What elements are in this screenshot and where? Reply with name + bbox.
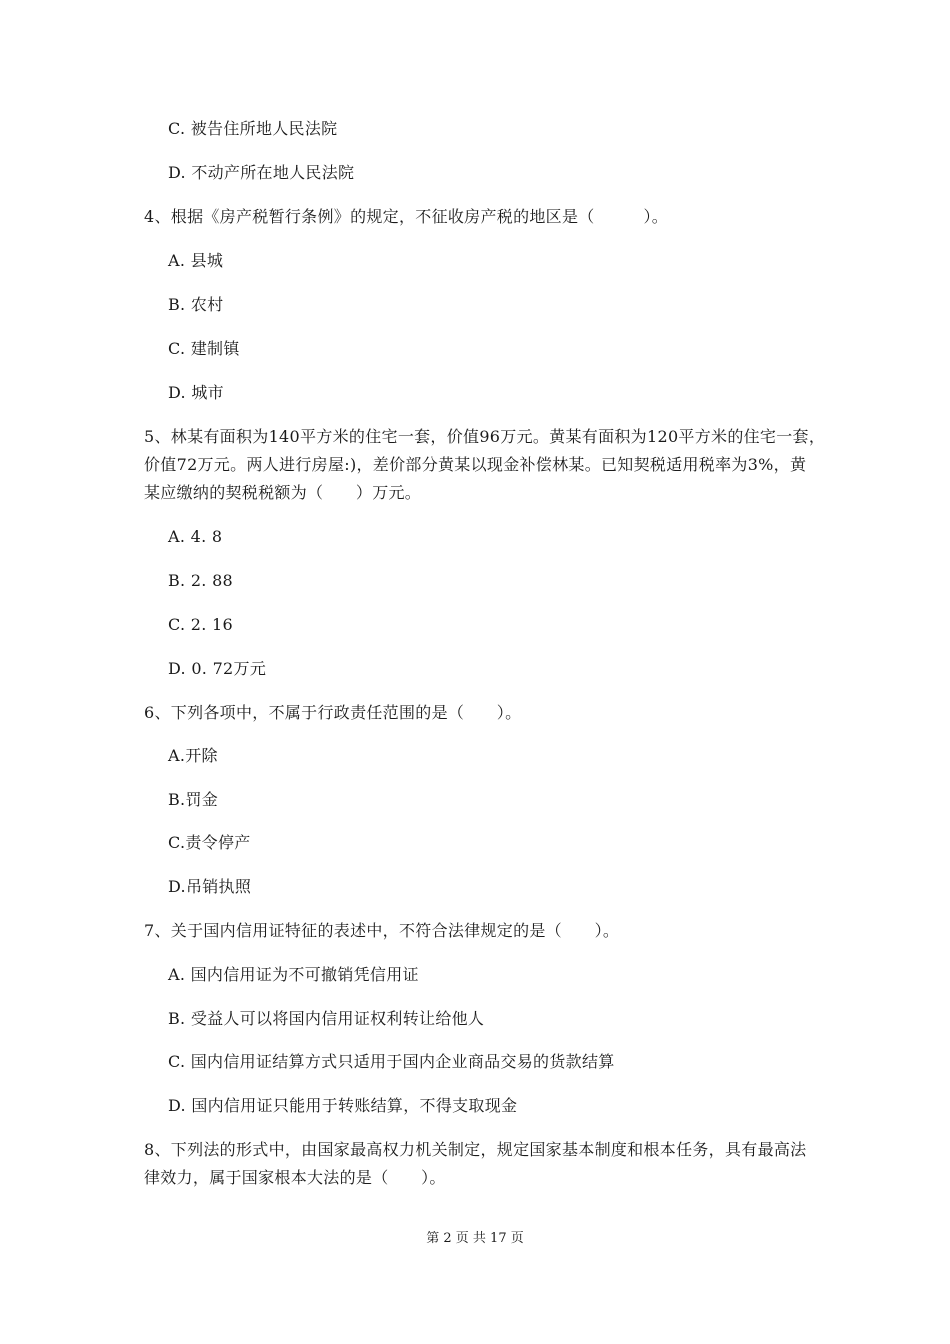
question-8-line-2: 律效力，属于国家根本大法的是（ ）。 bbox=[144, 1168, 446, 1187]
q5-option-a: A. 4. 8 bbox=[168, 527, 223, 546]
question-8-line-1: 8、下列法的形式中，由国家最高权力机关制定，规定国家基本制度和根本任务，具有最高法 bbox=[144, 1140, 807, 1159]
question-5-line-2: 价值72万元。两人进行房屋:)，差价部分黄某以现金补偿林某。已知契税适用税率为3%，黄 bbox=[144, 455, 807, 474]
q6-option-b: B.罚金 bbox=[168, 790, 219, 809]
q7-option-a: A. 国内信用证为不可撤销凭信用证 bbox=[168, 965, 419, 984]
question-4: 4、根据《房产税暂行条例》的规定，不征收房产税的地区是（ ）。 bbox=[144, 207, 669, 226]
q7-option-c: C. 国内信用证结算方式只适用于国内企业商品交易的货款结算 bbox=[168, 1052, 615, 1071]
q5-option-d: D. 0. 72万元 bbox=[168, 659, 267, 678]
q4-option-c: C. 建制镇 bbox=[168, 339, 240, 358]
q6-option-a: A.开除 bbox=[168, 746, 218, 765]
q4-option-a: A. 县城 bbox=[168, 251, 224, 270]
q3-option-c: C. 被告住所地人民法院 bbox=[168, 119, 338, 138]
page-number-footer: 第 2 页 共 17 页 bbox=[426, 1231, 524, 1246]
q6-option-d: D.吊销执照 bbox=[168, 877, 252, 896]
q5-option-b: B. 2. 88 bbox=[168, 571, 234, 590]
question-5-line-3: 某应缴纳的契税税额为（ ）万元。 bbox=[144, 483, 422, 502]
question-7: 7、关于国内信用证特征的表述中，不符合法律规定的是（ ）。 bbox=[144, 921, 620, 940]
q5-option-c: C. 2. 16 bbox=[168, 615, 233, 634]
q4-option-d: D. 城市 bbox=[168, 383, 224, 402]
q3-option-d: D. 不动产所在地人民法院 bbox=[168, 163, 355, 182]
q6-option-c: C.责令停产 bbox=[168, 833, 251, 852]
q7-option-b: B. 受益人可以将国内信用证权利转让给他人 bbox=[168, 1009, 485, 1028]
q4-option-b: B. 农村 bbox=[168, 295, 224, 314]
question-5-line-1: 5、林某有面积为140平方米的住宅一套，价值96万元。黄某有面积为120平方米的住宅一套， bbox=[144, 427, 826, 446]
q7-option-d: D. 国内信用证只能用于转账结算，不得支取现金 bbox=[168, 1096, 518, 1115]
question-6: 6、下列各项中，不属于行政责任范围的是（ ）。 bbox=[144, 703, 522, 722]
